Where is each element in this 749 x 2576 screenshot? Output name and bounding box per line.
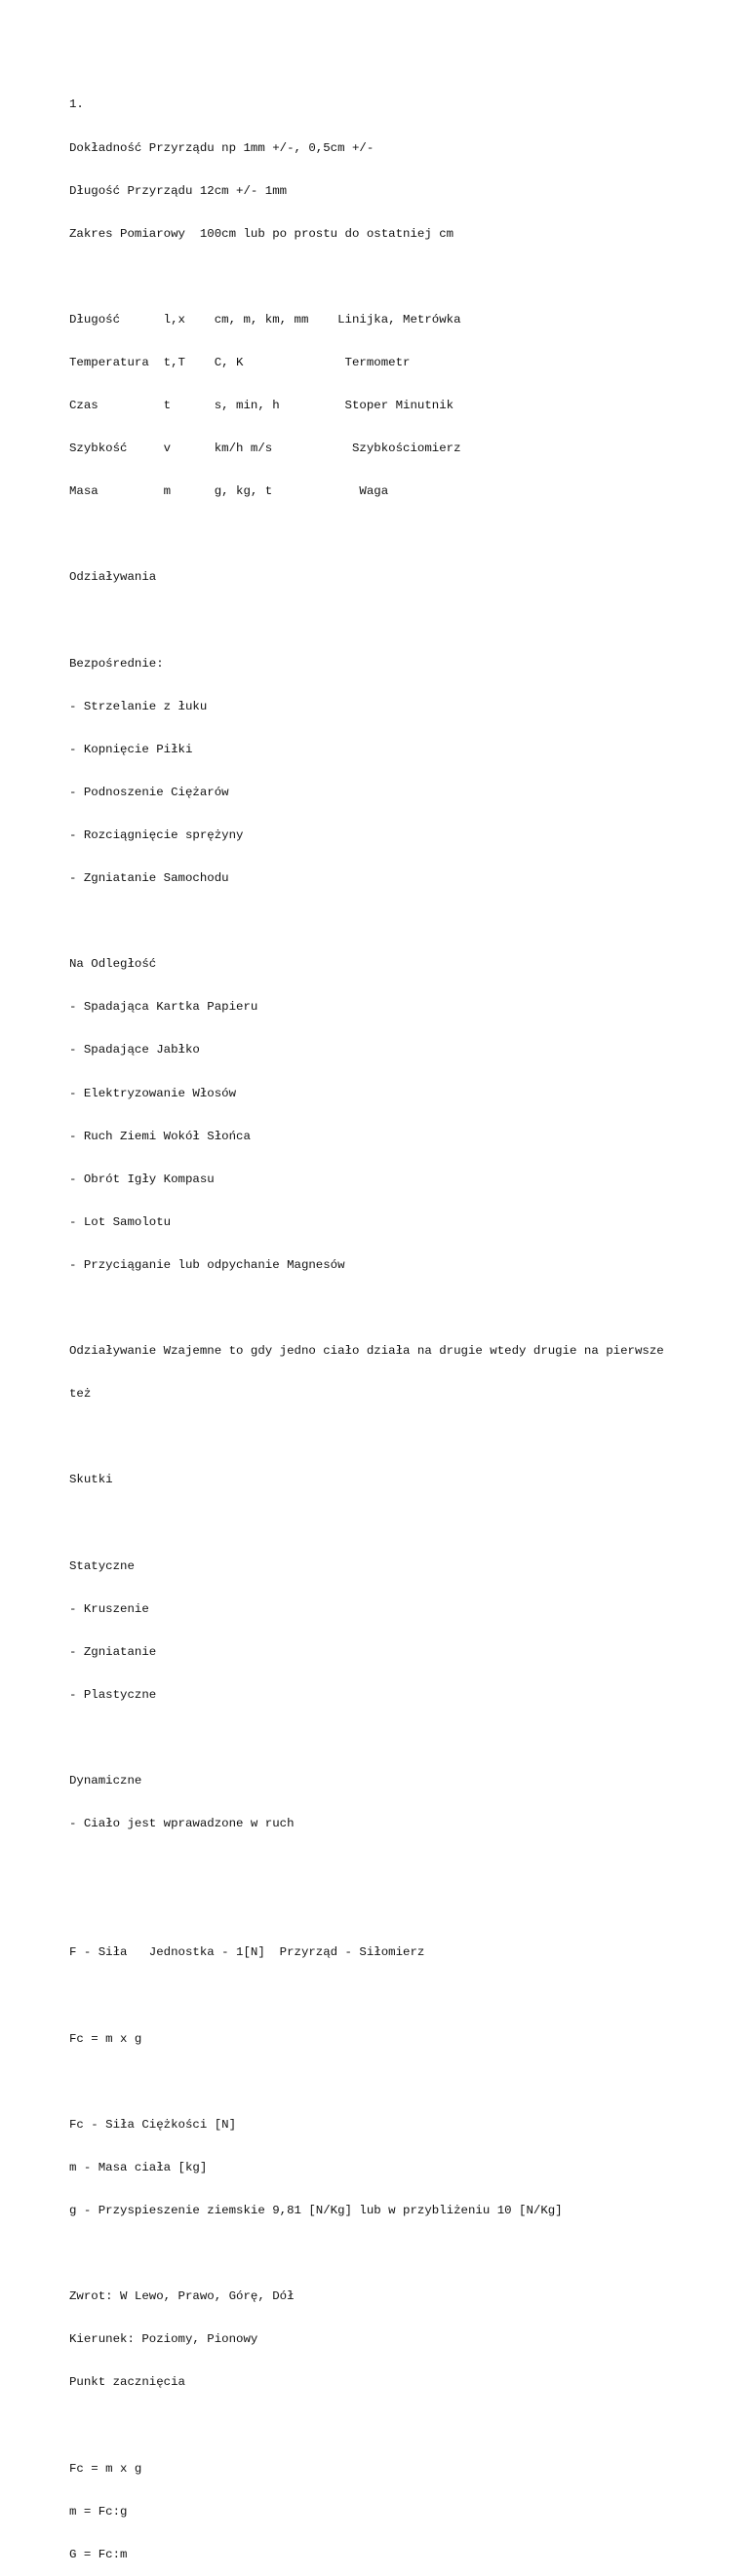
- table-row: Długość l,x cm, m, km, mm Linijka, Metrówka: [69, 312, 461, 327]
- list-item: - Spadające Jabłko: [69, 1043, 200, 1057]
- formula-line: m = Fc:g: [69, 2504, 128, 2518]
- text-line: Zakres Pomiarowy 100cm lub po prostu do ostatniej cm: [69, 226, 454, 241]
- table-row: Szybkość v km/h m/s Szybkościomierz: [69, 442, 461, 456]
- formula-line: Fc = m x g: [69, 2031, 142, 2046]
- blank-line: [69, 2247, 732, 2261]
- blank-line: [69, 2075, 732, 2090]
- list-item: - Lot Samolotu: [69, 1214, 172, 1229]
- list-item: - Obrót Igły Kompasu: [69, 1172, 215, 1186]
- blank-line: [69, 1731, 732, 1746]
- text-line: Dokładność Przyrządu np 1mm +/-, 0,5cm +/-: [69, 140, 374, 155]
- blank-line: [69, 1860, 732, 1874]
- section-heading: Skutki: [69, 1473, 113, 1487]
- formula-line: Fc = m x g: [69, 2461, 142, 2476]
- blank-line: [69, 914, 732, 929]
- blank-line: [69, 1430, 732, 1444]
- list-item: - Strzelanie z łuku: [69, 699, 208, 713]
- list-item: - Zgniatanie Samochodu: [69, 871, 229, 886]
- document-body: [69, 69, 732, 2576]
- text-line: 1.: [69, 97, 84, 112]
- blank-line: [69, 1903, 732, 1917]
- definition-line: m - Masa ciała [kg]: [69, 2160, 208, 2174]
- text-line: Odziaływanie Wzajemne to gdy jedno ciało działa na drugie wtedy drugie na pierwsze: [69, 1344, 664, 1359]
- list-item: - Podnoszenie Ciężarów: [69, 785, 229, 799]
- formula-line: G = Fc:m: [69, 2547, 128, 2561]
- list-item: - Rozciągnięcie sprężyny: [69, 828, 244, 842]
- list-item: - Ruch Ziemi Wokół Słońca: [69, 1129, 251, 1143]
- blank-line: [69, 1989, 732, 2004]
- subsection-heading: Statyczne: [69, 1558, 135, 1573]
- text-line: Punkt zacznięcia: [69, 2375, 185, 2390]
- table-row: Masa m g, kg, t Waga: [69, 484, 389, 499]
- blank-line: [69, 1301, 732, 1316]
- blank-line: [69, 2418, 732, 2433]
- blank-line: [69, 270, 732, 285]
- section-heading: Odziaływania: [69, 570, 157, 585]
- definition-line: g - Przyspieszenie ziemskie 9,81 [N/Kg] lub w przybliżeniu 10 [N/Kg]: [69, 2204, 563, 2217]
- table-row: Czas t s, min, h Stoper Minutnik: [69, 399, 454, 413]
- blank-line: [69, 1517, 732, 1531]
- list-item: - Plastyczne: [69, 1687, 157, 1702]
- blank-line: [69, 614, 732, 629]
- subsection-heading: Na Odległość: [69, 957, 157, 972]
- definition-line: Fc - Siła Ciężkości [N]: [69, 2117, 237, 2132]
- text-line: Długość Przyrządu 12cm +/- 1mm: [69, 183, 288, 198]
- blank-line: [69, 527, 732, 542]
- subsection-heading: Dynamiczne: [69, 1774, 142, 1788]
- list-item: - Przyciąganie lub odpychanie Magnesów: [69, 1257, 345, 1272]
- subsection-heading: Bezpośrednie:: [69, 656, 164, 671]
- text-line: F - Siła Jednostka - 1[N] Przyrząd - Siłomierz: [69, 1945, 425, 1960]
- list-item: - Ciało jest wprawadzone w ruch: [69, 1817, 295, 1831]
- list-item: - Kruszenie: [69, 1601, 149, 1616]
- text-line: Zwrot: W Lewo, Prawo, Górę, Dół: [69, 2289, 295, 2304]
- list-item: - Elektryzowanie Włosów: [69, 1086, 237, 1100]
- list-item: - Kopnięcie Piłki: [69, 742, 193, 756]
- text-line: też: [69, 1387, 92, 1402]
- table-row: Temperatura t,T C, K Termometr: [69, 355, 411, 369]
- list-item: - Zgniatanie: [69, 1644, 157, 1659]
- text-line: Kierunek: Poziomy, Pionowy: [69, 2332, 258, 2347]
- list-item: - Spadająca Kartka Papieru: [69, 1000, 258, 1015]
